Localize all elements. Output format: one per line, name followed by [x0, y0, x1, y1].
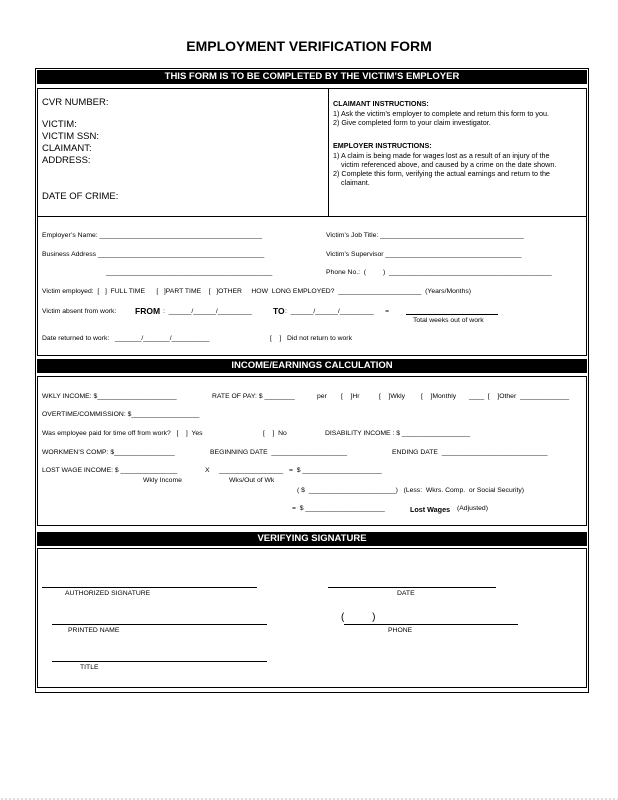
date-line[interactable]	[328, 587, 496, 588]
date-label: DATE	[397, 590, 415, 597]
per-label: per	[317, 393, 327, 400]
employer-instructions-heading: EMPLOYER INSTRUCTIONS:	[333, 141, 432, 150]
form-title: EMPLOYMENT VERIFICATION FORM	[186, 38, 432, 54]
victim-ssn-label: VICTIM SSN:	[42, 131, 100, 142]
cvr-number-label: CVR NUMBER:	[42, 97, 109, 108]
phone-line[interactable]	[344, 624, 518, 625]
monthly-checkbox[interactable]: [ ]Monthly	[421, 393, 457, 400]
absent-label: Victim absent from work:	[42, 308, 117, 315]
date-returned-field[interactable]: Date returned to work: _______/_______/__________	[42, 335, 210, 342]
total-weeks-label: Total weeks out of work	[413, 317, 484, 324]
wkly-income-field[interactable]: WKLY INCOME: $_____________________	[42, 393, 177, 400]
printed-name-line[interactable]	[52, 624, 267, 625]
address-label: ADDRESS:	[42, 155, 91, 166]
printed-name-label: PRINTED NAME	[68, 627, 120, 634]
from-date-field[interactable]: : ______/______/_________	[163, 308, 252, 315]
signature-box	[37, 548, 587, 688]
weeks-out-field[interactable]: _________________	[219, 467, 284, 474]
total-weeks-line[interactable]	[406, 314, 498, 315]
employer-name-field[interactable]: Employer’s Name: ___________________________________________	[42, 232, 263, 239]
not-returned-checkbox[interactable]: [ ] Did not return to work	[270, 335, 352, 342]
phone-label: PHONE	[388, 627, 413, 634]
claimant-instructions-heading: CLAIMANT INSTRUCTIONS:	[333, 99, 429, 108]
employment-status-row[interactable]: Victim employed: [ ] FULL TIME [ ]PART TIME [ ]OTHER HOW LONG EMPLOYED? ______________________ (Years/Months)	[42, 288, 472, 295]
section-header-income: INCOME/EARNINGS CALCULATION	[37, 359, 587, 373]
claimant-instruction-2: 2) Give completed form to your claim investigator.	[333, 118, 491, 127]
victim-label: VICTIM:	[42, 119, 77, 130]
title-line[interactable]	[52, 661, 267, 662]
section-header-employer: THIS FORM IS TO BE COMPLETED BY THE VICTIM’S EMPLOYER	[37, 70, 587, 84]
ending-date-field[interactable]: ENDING DATE ____________________________	[392, 449, 548, 456]
employer-instruction-2b: claimant.	[341, 178, 370, 187]
job-title-field[interactable]: Victim’s Job Title: ______________________________________	[326, 232, 524, 239]
hr-checkbox[interactable]: [ ]Hr	[341, 393, 360, 400]
claimant-instruction-1: 1) Ask the victim’s employer to complete and return this form to you.	[333, 109, 549, 118]
phone-area-code[interactable]: ( )	[341, 612, 376, 623]
employer-instruction-1b: victim referenced above, and caused by a crime on the date shown.	[341, 160, 557, 169]
wkly-checkbox[interactable]: [ ]Wkly	[379, 393, 406, 400]
adjusted-label: (Adjusted)	[457, 505, 488, 512]
authorized-signature-line[interactable]	[42, 587, 257, 588]
to-label: TO	[273, 306, 285, 316]
business-address-field[interactable]: Business Address ____________________________________________	[42, 251, 265, 258]
beginning-date-field[interactable]: BEGINNING DATE ____________________	[210, 449, 348, 456]
lost-wages-label: Lost Wages	[410, 505, 451, 514]
to-date-field[interactable]: : ______/______/_________ =	[285, 308, 390, 315]
page-bottom-border	[0, 794, 618, 800]
authorized-signature-label: AUTHORIZED SIGNATURE	[65, 590, 151, 597]
time-off-no-checkbox[interactable]: [ ] No	[263, 430, 287, 437]
adjusted-total-field[interactable]: = $ _____________________	[292, 505, 385, 512]
supervisor-field[interactable]: Victim’s Supervisor ____________________________________	[326, 251, 522, 258]
from-label: FROM	[135, 306, 161, 316]
less-deductions-field[interactable]: ( $ _______________________) (Less: Wkrs. Comp. or Social Security)	[297, 487, 525, 494]
phone-field[interactable]: Phone No.: ( ) ___________________________________________	[326, 269, 552, 276]
date-of-crime-label: DATE OF CRIME:	[42, 191, 119, 202]
lost-wage-income-field[interactable]: LOST WAGE INCOME: $ _______________	[42, 467, 178, 474]
employer-instruction-1a: 1) A claim is being made for wages lost as a result of an injury of the	[333, 151, 550, 160]
wkly-income-caption: Wkly Income	[143, 477, 182, 484]
employer-instruction-2a: 2) Complete this form, verifying the actual earnings and return to the	[333, 169, 550, 178]
wks-out-caption: Wks/Out of Wk	[229, 477, 275, 484]
overtime-field[interactable]: OVERTIME/COMMISSION: $__________________	[42, 411, 200, 418]
disability-income-field[interactable]: DISABILITY INCOME : $ __________________	[325, 430, 470, 437]
other-checkbox[interactable]: ____ [ ]Other _____________	[469, 393, 570, 400]
address-line2-field[interactable]: ____________________________________________	[106, 269, 273, 276]
lost-wage-total-field[interactable]: = $ _____________________	[289, 467, 382, 474]
claimant-label: CLAIMANT:	[42, 143, 92, 154]
section-header-signature: VERIFYING SIGNATURE	[37, 532, 587, 546]
multiply-sign: X	[205, 467, 210, 474]
time-off-yes-checkbox[interactable]: Was employee paid for time off from work? [ ] Yes	[42, 430, 203, 437]
title-label: TITLE	[80, 664, 99, 671]
rate-of-pay-field[interactable]: RATE OF PAY: $ ________	[212, 393, 295, 400]
workmens-comp-field[interactable]: WORKMEN’S COMP: $________________	[42, 449, 175, 456]
